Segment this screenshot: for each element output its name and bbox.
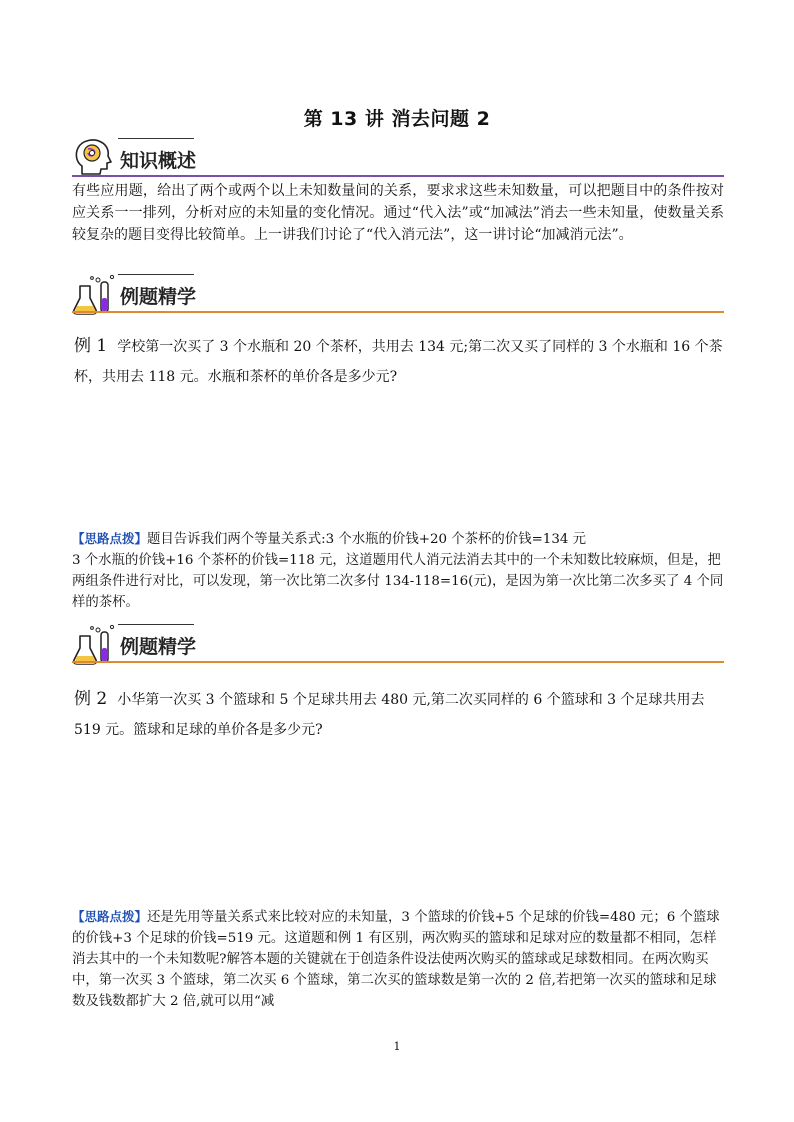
hint-text-continued: 3 个水瓶的价钱+16 个茶杯的价钱=118 元，这道题用代人消元法消去其中的一个未知数比较麻烦，但是，把两组条件进行对比，可以发现，第一次比第二次多付 134-118=16(元)，是因为第一次比第二次多买了 4 个同样的茶杯。 (72, 553, 724, 610)
section-header-examples-2 (72, 622, 724, 666)
hint-1 (72, 528, 724, 613)
section-top-line (118, 274, 194, 275)
lab-flask-icon (72, 272, 118, 316)
example-number: 例 2 (74, 689, 108, 709)
example-1 (74, 331, 726, 392)
section-header-examples-1 (72, 272, 724, 316)
section-divider (72, 175, 724, 177)
hint-text: 还是先用等量关系式来比较对应的未知量，3 个篮球的价钱+5 个足球的价钱=480 元；6 个篮球的价钱+3 个足球的价钱=519 元。这道题和例 1 有区别，两次购买的篮球和足球对应的数量都不相同，怎样消去其中的一个未知数呢?解答本题的关键就在于创造条件设法使两次购买的篮球或足球数相同。在两次购买中，第一次买 3 个篮球，第二次买 6 个篮球，第二次买的篮球数是第一次的 2 倍,若把第一次买的篮球和足球数及钱数都扩大 2 倍,就可以用“减 (72, 910, 720, 1009)
example-2 (74, 684, 726, 745)
section-divider (72, 661, 724, 663)
section-top-line (118, 138, 194, 139)
example-number: 例 1 (74, 336, 108, 356)
hint-text: 题目告诉我们两个等量关系式:3 个水瓶的价钱+20 个茶杯的价钱=134 元 (147, 532, 587, 547)
example-text: 小华第一次买 3 个篮球和 5 个足球共用去 480 元,第二次买同样的 6 个篮球和 3 个足球共用去 519 元。篮球和足球的单价各是多少元? (74, 692, 705, 738)
section-heading: 例题精学 (120, 636, 197, 658)
brain-gear-icon (72, 136, 118, 180)
page-title: 第 13 讲 消去问题 2 (303, 108, 491, 130)
page-number: 1 (393, 1040, 401, 1053)
section-divider (72, 311, 724, 313)
section-heading: 例题精学 (120, 286, 197, 308)
section-heading: 知识概述 (120, 150, 197, 172)
hint-tag: 【思路点拨】 (72, 531, 148, 546)
overview-paragraph: 有些应用题，给出了两个或两个以上未知数量间的关系，要求求这些未知数量，可以把题目中的条件按对应关系一一排列，分析对应的未知量的变化情况。通过“代入法”或“加减法”消去一些未知量，使数量关系较复杂的题目变得比较简单。上一讲我们讨论了“代入消元法”，这一讲讨论“加减消元法”。 (72, 183, 724, 243)
example-text: 学校第一次买了 3 个水瓶和 20 个茶杯，共用去 134 元;第二次又买了同样的 3 个水瓶和 16 个茶杯，共用去 118 元。水瓶和茶杯的单价各是多少元? (74, 339, 723, 385)
hint-tag: 【思路点拨】 (72, 909, 148, 924)
hint-2 (72, 906, 724, 1012)
section-header-overview (72, 136, 724, 180)
section-top-line (118, 624, 194, 625)
lab-flask-icon (72, 622, 118, 666)
